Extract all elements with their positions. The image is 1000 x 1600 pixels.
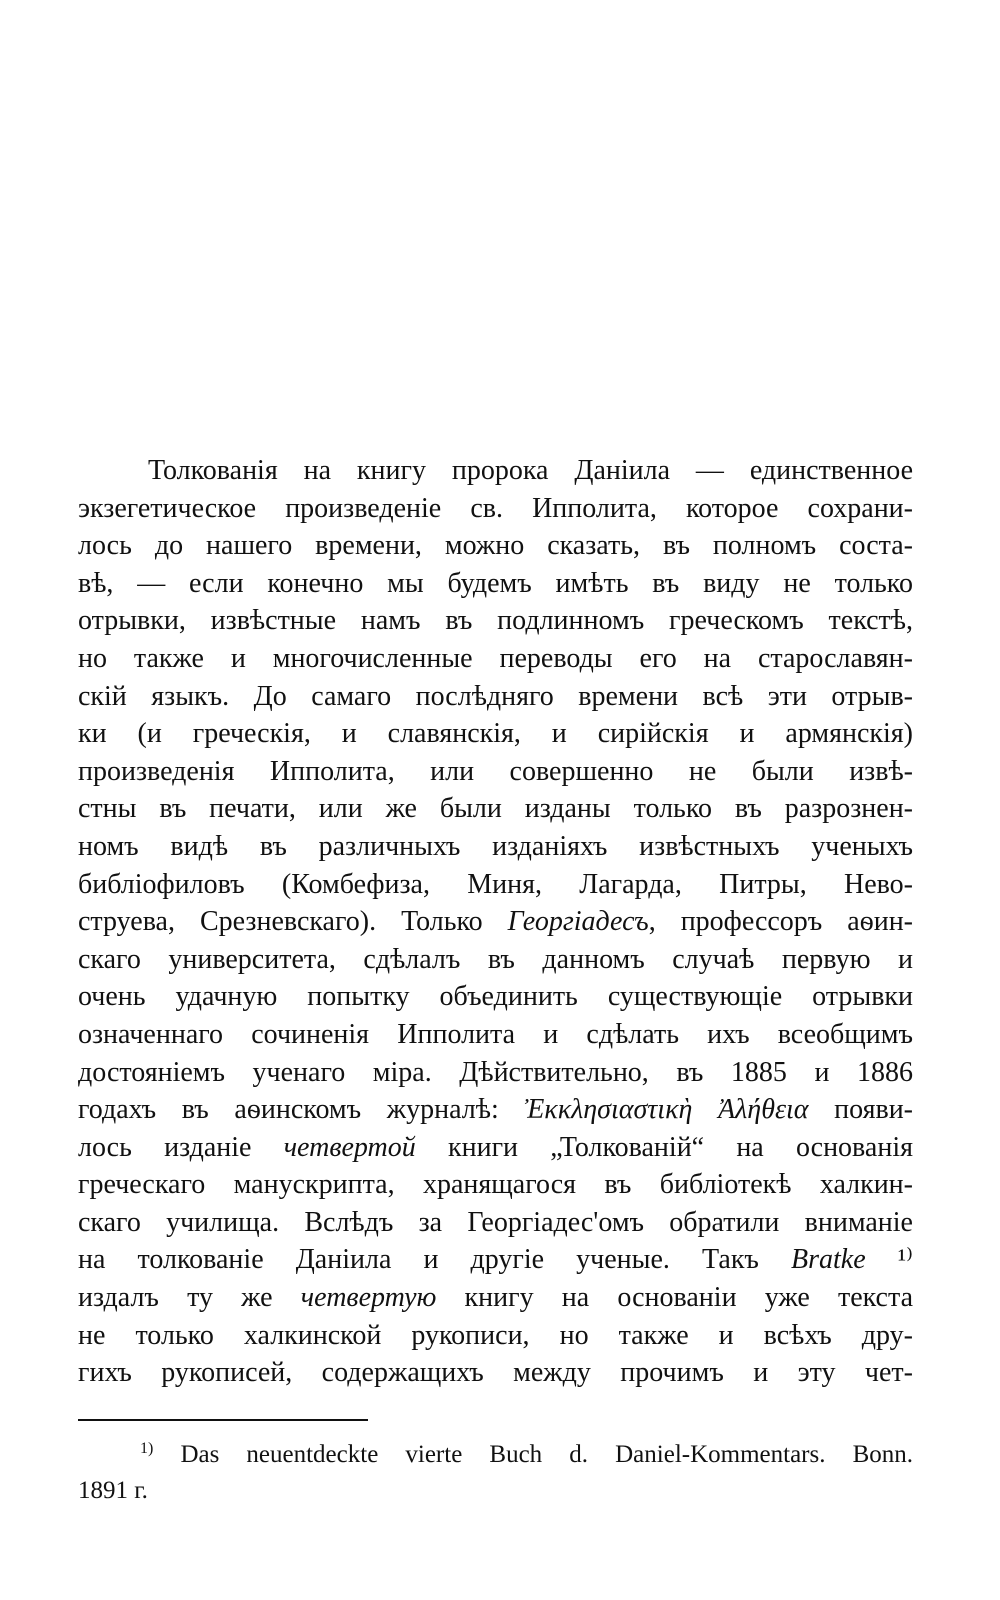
text-segment: годахъ въ аѳинскомъ журналѣ:	[78, 1094, 525, 1126]
main-paragraph	[78, 452, 913, 1392]
author-name-georgiades: Георгіадесъ	[507, 906, 649, 938]
text-segment: издалъ ту же	[78, 1282, 301, 1314]
emphasis-fourth: четвертой	[283, 1131, 416, 1163]
text-line: Толкованія на книгу пророка Даніила — единственное	[148, 455, 913, 486]
text-line	[78, 1091, 913, 1129]
text-line: гихъ рукописей, содержащихъ между прочимъ и эту чет-	[78, 1357, 913, 1389]
text-line: отрывки, извѣстные намъ въ подлинномъ греческомъ текстѣ,	[78, 605, 913, 637]
text-line: библіофиловъ (Комбефиза, Миня, Лагарда, Питры, Нево-	[78, 868, 913, 900]
text-segment: книгу на основаніи уже текста	[436, 1282, 913, 1314]
text-line	[78, 1241, 913, 1279]
footnote-text: Das neuentdeckte vierte Buch d. Daniel-Kommentars. Bonn.	[180, 1441, 913, 1468]
text-line: скаго университета, сдѣлалъ въ данномъ случаѣ первую и	[78, 943, 913, 975]
footnote-marker: 1)	[140, 1440, 154, 1457]
text-line	[78, 903, 913, 941]
author-name-bratke: Bratke	[791, 1244, 866, 1276]
text-line: экзегетическое произведеніе св. Ипполита, которое сохрани-	[78, 492, 913, 524]
footnote-line	[78, 1437, 913, 1473]
text-line: но также и многочисленные переводы его на старославян-	[78, 642, 913, 674]
emphasis-fourth-book: четвертую	[300, 1282, 437, 1314]
text-line: греческаго манускрипта, хранящагося въ библіотекѣ халкин-	[78, 1169, 913, 1201]
text-line	[78, 1279, 913, 1317]
footnote-divider	[78, 1419, 368, 1421]
text-segment: книги „Толкованій“ на основанія	[415, 1131, 913, 1163]
text-line: означеннаго сочиненія Ипполита и сдѣлать ихъ всеобщимъ	[78, 1018, 913, 1050]
text-segment: лось изданіе	[78, 1131, 284, 1163]
text-segment: на толкованіе Даніила и другіе ученые. Такъ	[78, 1244, 791, 1276]
text-line: номъ видѣ въ различныхъ изданіяхъ извѣстныхъ ученыхъ	[78, 830, 913, 862]
text-line	[78, 1129, 913, 1167]
text-line: скій языкъ. До самаго послѣдняго времени всѣ эти отрыв-	[78, 680, 913, 712]
text-line: произведенія Ипполита, или совершенно не были извѣ-	[78, 755, 913, 787]
footnote	[78, 1437, 913, 1509]
text-line: достояніемъ ученаго міра. Дѣйствительно, въ 1885 и 1886	[78, 1056, 913, 1088]
text-line: скаго училища. Вслѣдъ за Георгіадес'омъ обратили вниманіе	[78, 1206, 913, 1238]
text-line: ки (и греческія, и славянскія, и сирійскія и армянскія)	[78, 718, 913, 750]
text-segment: струева, Срезневскаго). Только	[78, 906, 508, 938]
text-line: очень удачную попытку объединить существующіе отрывки	[78, 981, 913, 1013]
text-line: не только халкинской рукописи, но также и всѣхъ дру-	[78, 1319, 913, 1351]
journal-title-greek: Ἐκκλησιαστικὴ Ἀλήθεια	[524, 1094, 809, 1126]
footnote-line: 1891 г.	[78, 1477, 148, 1504]
footnote-reference: ¹⁾	[865, 1244, 913, 1276]
text-line: лось до нашего времени, можно сказать, въ полномъ соста-	[78, 530, 913, 562]
text-segment: появи-	[808, 1094, 913, 1126]
text-segment: , профессоръ аѳин-	[648, 906, 913, 938]
text-line: вѣ, — если конечно мы будемъ имѣть въ виду не только	[78, 567, 913, 599]
text-line: стны въ печати, или же были изданы только въ разрознен-	[78, 793, 913, 825]
